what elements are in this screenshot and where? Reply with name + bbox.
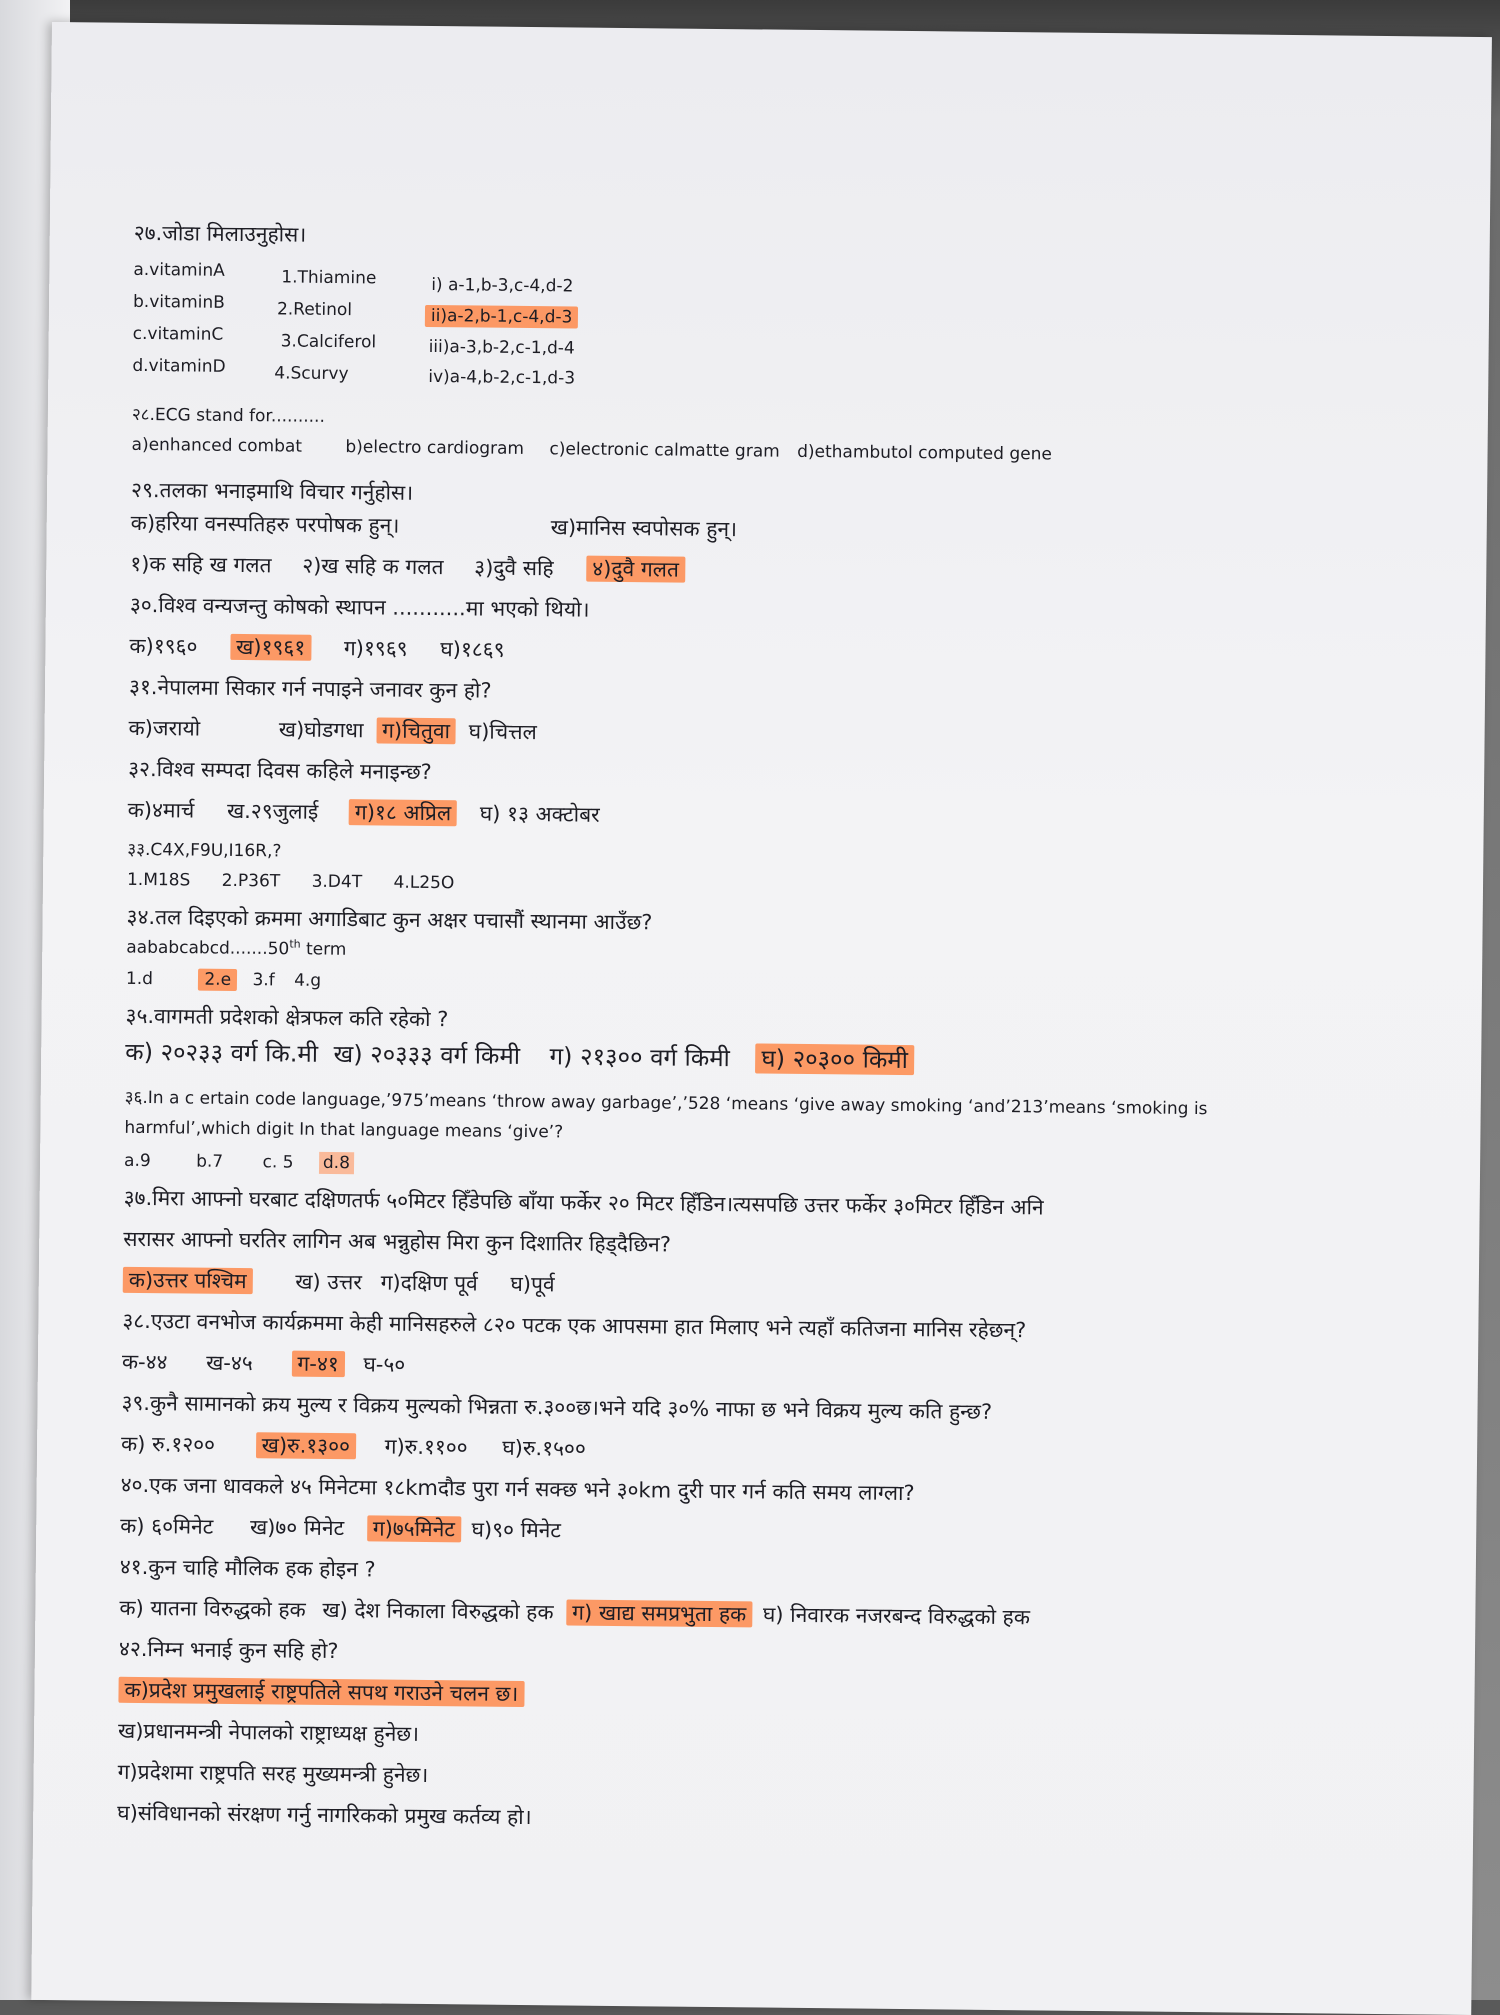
q34-sequence-tail: term (300, 939, 347, 960)
q35-option-ka: क) २०२३३ वर्ग कि.मी (125, 1037, 319, 1068)
q33-option-2: 2.P36T (221, 870, 281, 892)
q41-option-kha: ख) देश निकाला विरुद्धको हक (322, 1597, 554, 1625)
q28-option-a: a)enhanced combat (131, 434, 303, 457)
q31-option-kha: ख)घोडगधा (278, 717, 364, 743)
q38-title: ३८.एउटा वनभोज कार्यक्रममा केही मानिसहरुले ८२० पटक एक आपसमा हात मिलाए भने त्यहाँ कतिजना मानिस रहेछन्? (122, 1308, 1027, 1343)
q37-option-ga: ग)दक्षिण पूर्व (380, 1270, 478, 1296)
q40-option-gha: घ)९० मिनेट (471, 1517, 562, 1543)
q40-option-ka: क) ६०मिनेट (120, 1513, 214, 1539)
q36-option-b: b.7 (196, 1151, 224, 1172)
q36-line1: ३६.In a c ertain code language,’975’means ‘throw away garbage’,’528 ‘means ‘give away smoking ‘and’213’means ‘smoking is (124, 1087, 1208, 1120)
q39-option-ka: क) रु.१२०० (120, 1431, 216, 1457)
q39-option-kha: ख)रु.१३०० (256, 1432, 357, 1459)
q31-option-gha: घ)चित्तल (468, 719, 537, 745)
q32-option-ga: ग)१८ अप्रिल (349, 799, 457, 826)
q36-option-d: d.8 (319, 1152, 354, 1174)
q32-title: ३२.विश्व सम्पदा दिवस कहिले मनाइन्छ? (128, 756, 432, 785)
q31-option-ka: क)जरायो (128, 715, 201, 741)
question-list (117, 219, 1404, 1853)
q37-option-gha: घ)पूर्व (510, 1271, 555, 1297)
q29-option-2: २)ख सहि क गलत (302, 553, 444, 580)
q34-option-2: 2.e (198, 969, 237, 991)
q27-left-c: c.vitaminC (132, 323, 224, 345)
q28-title: २८.ECG stand for.......... (131, 404, 326, 427)
q34-sequence-text: aababcabcd.......50 (126, 937, 290, 960)
q41-title: ४१.कुन चाहि मौलिक हक होइन ? (119, 1554, 376, 1582)
q27-answer-ii: ii)a-2,b-1,c-4,d-3 (425, 305, 579, 329)
q32-option-ka: क)४मार्च (127, 797, 195, 823)
q28-option-d: d)ethambutol computed gene (797, 441, 1052, 465)
q41-option-gha: घ) निवारक नजरबन्द विरुद्धको हक (762, 1602, 1031, 1630)
q37-option-kha: ख) उत्तर (295, 1269, 363, 1295)
q38-option-ka: क-४४ (121, 1349, 168, 1375)
q42-option-kha: ख)प्रधानमन्त्री नेपालको राष्ट्राध्यक्ष हुनेछ। (117, 1718, 420, 1746)
q33-title: ३३.C4X,F9U,I16R,? (127, 839, 282, 862)
q40-option-kha: ख)७० मिनेट (249, 1515, 345, 1541)
q33-option-3: 3.D4T (311, 871, 363, 893)
q35-title: ३५.वागमती प्रदेशको क्षेत्रफल कति रहेको ? (125, 1003, 449, 1032)
q27-middle-4: 4.Scurvy (274, 363, 349, 385)
q34-option-1: 1.d (125, 968, 154, 990)
q30-title: ३०.विश्व वन्यजन्तु कोषको स्थापन ...........मा भएको थियो। (129, 592, 590, 622)
q31-title: ३१.नेपालमा सिकार गर्न नपाइने जनावर कुन हो? (128, 674, 492, 703)
q30-option-gha: घ)१८६९ (440, 637, 505, 662)
q27-middle-2: 2.Retinol (276, 299, 353, 321)
q29-option-3: ३)दुवै सहि (474, 555, 554, 581)
q34-option-4: 4.g (294, 970, 322, 991)
q27-answer-iii: iii)a-3,b-2,c-1,d-4 (428, 336, 575, 359)
q28-option-c: c)electronic calmatte gram (549, 439, 780, 462)
q30-option-ga: ग)१९६९ (343, 636, 408, 661)
q29-statement-a: क)हरिया वनस्पतिहरु परपोषक हुन्। (130, 510, 400, 538)
q36-option-c: c. 5 (262, 1152, 294, 1173)
q27-match-table (132, 260, 1403, 415)
q34-title: ३४.तल दिइएको क्रममा अगाडिबाट कुन अक्षर पचासौं स्थानमा आउँछ? (126, 904, 653, 935)
q31-option-ga: ग)चितुवा (376, 717, 456, 744)
q36-option-a: a.9 (123, 1150, 151, 1172)
q28-option-b: b)electro cardiogram (345, 437, 525, 459)
q41-option-ka: क) यातना विरुद्धको हक (119, 1595, 306, 1622)
q39-option-ga: ग)रु.११०० (384, 1434, 468, 1460)
q40-option-ga: ग)७५मिनेट (367, 1515, 461, 1542)
q36-line2: harmful’,which digit In that language means ‘give’? (124, 1117, 564, 1143)
q30-option-kha: ख)१९६१ (230, 634, 311, 661)
q29-option-1: १)क सहि ख गलत (130, 551, 272, 578)
q42-title: ४२.निम्न भनाई कुन सहि हो? (118, 1636, 339, 1664)
q29-title: २९.तलका भनाइमाथि विचार गर्नुहोस। (130, 477, 414, 505)
q34-sequence-sup: th (289, 937, 301, 951)
q37-line1: ३७.मिरा आफ्नो घरबाट दक्षिणतर्फ ५०मिटर हिँडेपछि बाँया फर्केर २० मिटर हिँडिन।त्यसपछि उत्तर फर्केर ३०मिटर हिँडिन अनि (123, 1185, 1044, 1220)
q27-answer-iv: iv)a-4,b-2,c-1,d-3 (428, 366, 576, 389)
q27-middle-3: 3.Calciferol (280, 331, 377, 353)
q27-answer-i: i) a-1,b-3,c-4,d-2 (431, 274, 574, 297)
q38-option-ga: ग-४१ (291, 1351, 345, 1378)
q37-line2: सरासर आफ्नो घरतिर लागिन अब भन्नुहोस मिरा कुन दिशातिर हिड्दैछिन? (123, 1226, 672, 1257)
q32-option-kha: ख.२९जुलाई (226, 798, 319, 824)
q33-option-4: 4.L25O (393, 872, 455, 894)
q37-option-ka: क)उत्तर पश्चिम (123, 1267, 253, 1294)
q38-option-kha: ख-४५ (206, 1350, 253, 1376)
q29-option-4: ४)दुवै गलत (586, 556, 685, 583)
q34-option-3: 3.f (252, 970, 275, 991)
q27-middle-1: 1.Thiamine (281, 267, 377, 289)
q27-title: २७.जोडा मिलाउनुहोस। (133, 220, 307, 247)
q29-statement-b: ख)मानिस स्वपोसक हुन्। (550, 515, 738, 542)
q40-title: ४०.एक जना धावकले ४५ मिनेटमा १८kmदौड पुरा गर्न सक्छ भने ३०km दुरी पार गर्न कति समय लाग्ला? (120, 1472, 915, 1506)
q35-option-gha: घ) २०३०० किमी (755, 1043, 914, 1075)
q35-option-ga: ग) २१३०० वर्ग किमी (549, 1042, 731, 1073)
q42-option-ka: क)प्रदेश प्रमुखलाई राष्ट्रपतिले सपथ गराउने चलन छ। (118, 1677, 524, 1707)
q33-option-1: 1.M18S (126, 869, 191, 891)
q35-option-kha: ख) २०३३३ वर्ग किमी (333, 1040, 521, 1070)
q32-option-gha: घ) १३ अक्टोबर (479, 801, 600, 827)
q27-left-a: a.vitaminA (133, 259, 225, 281)
q42-option-ga: ग)प्रदेशमा राष्ट्रपति सरह मुख्यमन्त्री हुनेछ। (117, 1759, 429, 1788)
q27-left-d: d.vitaminD (132, 355, 226, 377)
q30-option-ka: क)१९६० (129, 633, 198, 659)
q39-option-gha: घ)रु.१५०० (502, 1435, 586, 1461)
exam-sheet (31, 22, 1492, 2015)
q39-title: ३९.कुनै सामानको क्रय मुल्य र विक्रय मुल्यको भिन्नता रु.३००छ।भने यदि ३०% नाफा छ भने विक्रय मुल्य कति हुन्छ? (121, 1390, 993, 1424)
q42-option-gha: घ)संविधानको संरक्षण गर्नु नागरिकको प्रमुख कर्तव्य हो। (117, 1800, 532, 1830)
q27-left-b: b.vitaminB (132, 291, 225, 313)
q38-option-gha: घ-५० (363, 1352, 406, 1377)
q41-option-ga: ग) खाद्य समप्रभुता हक (566, 1599, 752, 1627)
